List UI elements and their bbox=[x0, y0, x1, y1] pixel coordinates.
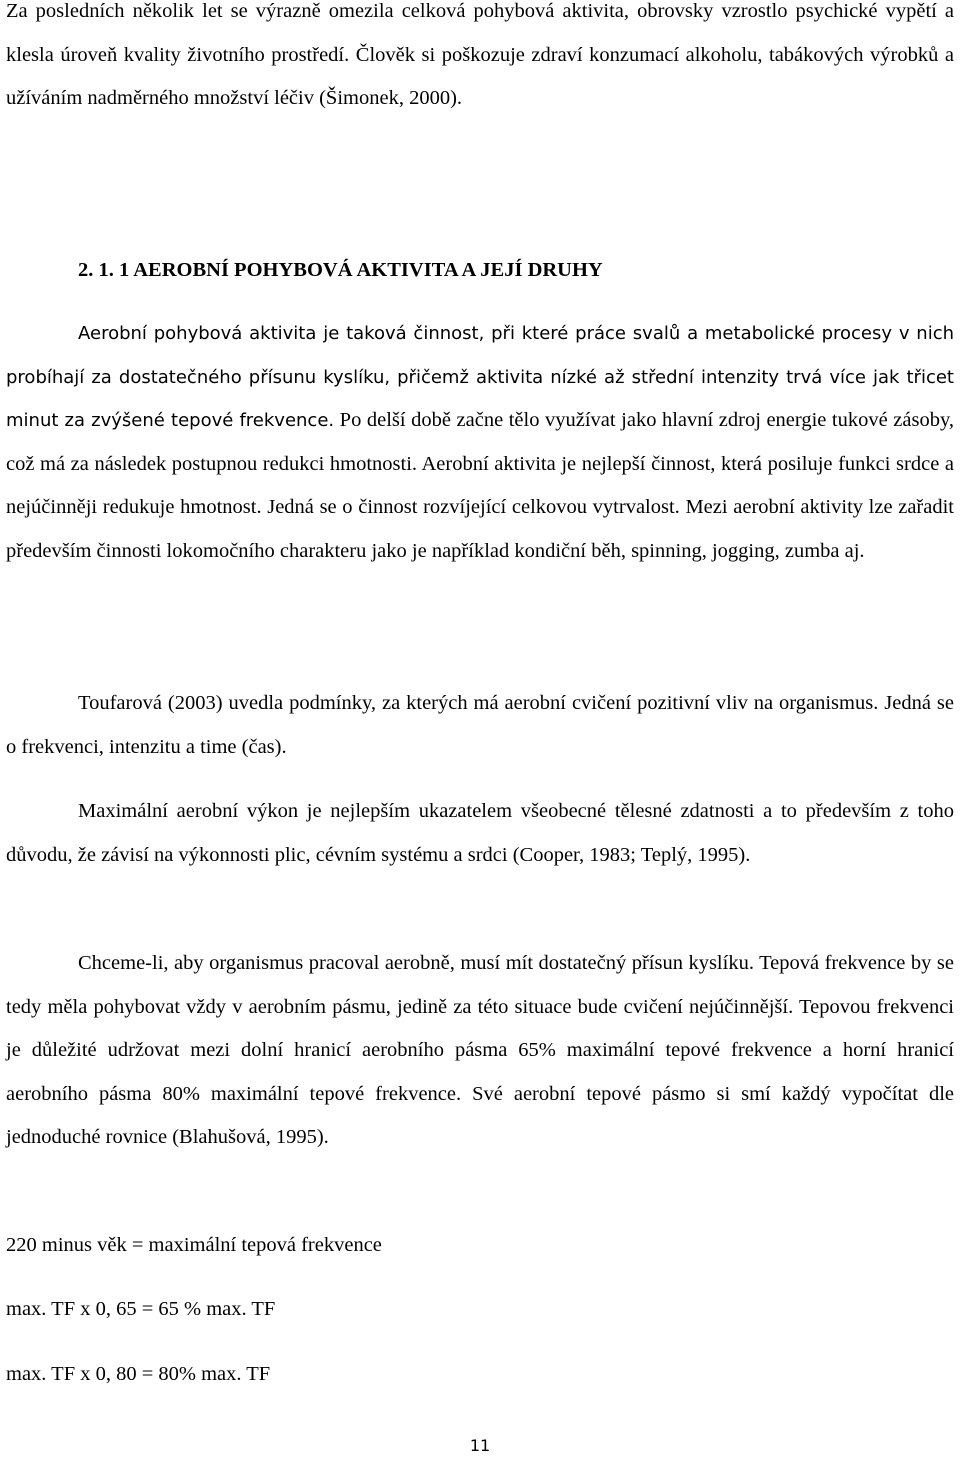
formula-65-percent: max. TF x 0, 65 = 65 % max. TF bbox=[6, 1298, 276, 1320]
intro-paragraph: Za posledních několik let se výrazně omezila celková pohybová aktivita, obrovsky vzrostlo psychické vypětí a klesla úroveň kvality životního prostředí. Člověk si poškozuje zdraví konzumací alkoholu, tabákových výrobků a užíváním nadměrného množství léčiv (Šimonek, 2000). bbox=[6, 0, 954, 109]
toufarova-paragraph: Toufarová (2003) uvedla podmínky, za kterých má aerobní cvičení pozitivní vliv na organismus. Jedná se o frekvenci, intenzitu a time (čas). bbox=[6, 692, 954, 758]
aerobic-activity-paragraph bbox=[6, 312, 954, 573]
section-heading: 2. 1. 1 AEROBNÍ POHYBOVÁ AKTIVITA A JEJÍ DRUHY bbox=[78, 259, 603, 281]
aerobic-effects-text: Po delší době začne tělo využívat jako hlavní zdroj energie tukové zásoby, což má za následek postupnou redukci hmotnosti. Aerobní aktivita je nejlepší činnost, která posiluje funkci srdce a nejúčinněji redukuje hmotnost. Jedná se o činnost rozvíjející celkovou vytrvalost. Mezi aerobní aktivity lze zařadit především činnosti lokomočního charakteru jako je například kondiční běh, spinning, jogging, zumba aj. bbox=[6, 409, 954, 562]
aerobic-definition-text: Aerobní pohybová aktivita je taková činnost, při které práce svalů a metabolické procesy v nich probíhají za dostatečného přísunu kyslíku, přičemž aktivita nízké až střední intenzity trvá více jak třicet minut za zvýšené tepové frekvence. bbox=[6, 323, 954, 431]
heart-rate-paragraph bbox=[6, 942, 954, 1160]
heart-rate-zone-text: Tepovou frekvenci je důležité udržovat mezi dolní hranicí aerobního pásma 65% maximální tepové frekvence a horní hranicí aerobního pásma 80% maximální tepové frekvence. bbox=[6, 995, 955, 1105]
page-number: 11 bbox=[469, 1436, 491, 1455]
formula-max-heart-rate: 220 minus věk = maximální tepová frekvence bbox=[6, 1234, 382, 1256]
maximal-output-paragraph: Maximální aerobní výkon je nejlepším ukazatelem všeobecné tělesné zdatnosti a to především z toho důvodu, že závisí na výkonnosti plic, cévním systému a srdci (Cooper, 1983; Teplý, 1995). bbox=[6, 800, 954, 866]
formula-80-percent: max. TF x 0, 80 = 80% max. TF bbox=[6, 1363, 271, 1385]
heart-rate-equation-text: Své aerobní tepové pásmo si smí každý vypočítat dle jednoduché rovnice (Blahušová, 1995). bbox=[6, 1082, 954, 1148]
heart-rate-intro-text: Chceme-li, aby organismus pracoval aerobně, musí mít dostatečný přísun kyslíku. Tepová frekvence by se tedy měla pohybovat vždy v aerobním pásmu, jedině za této situace bude cvičení nejúčinnější. bbox=[6, 952, 954, 1018]
